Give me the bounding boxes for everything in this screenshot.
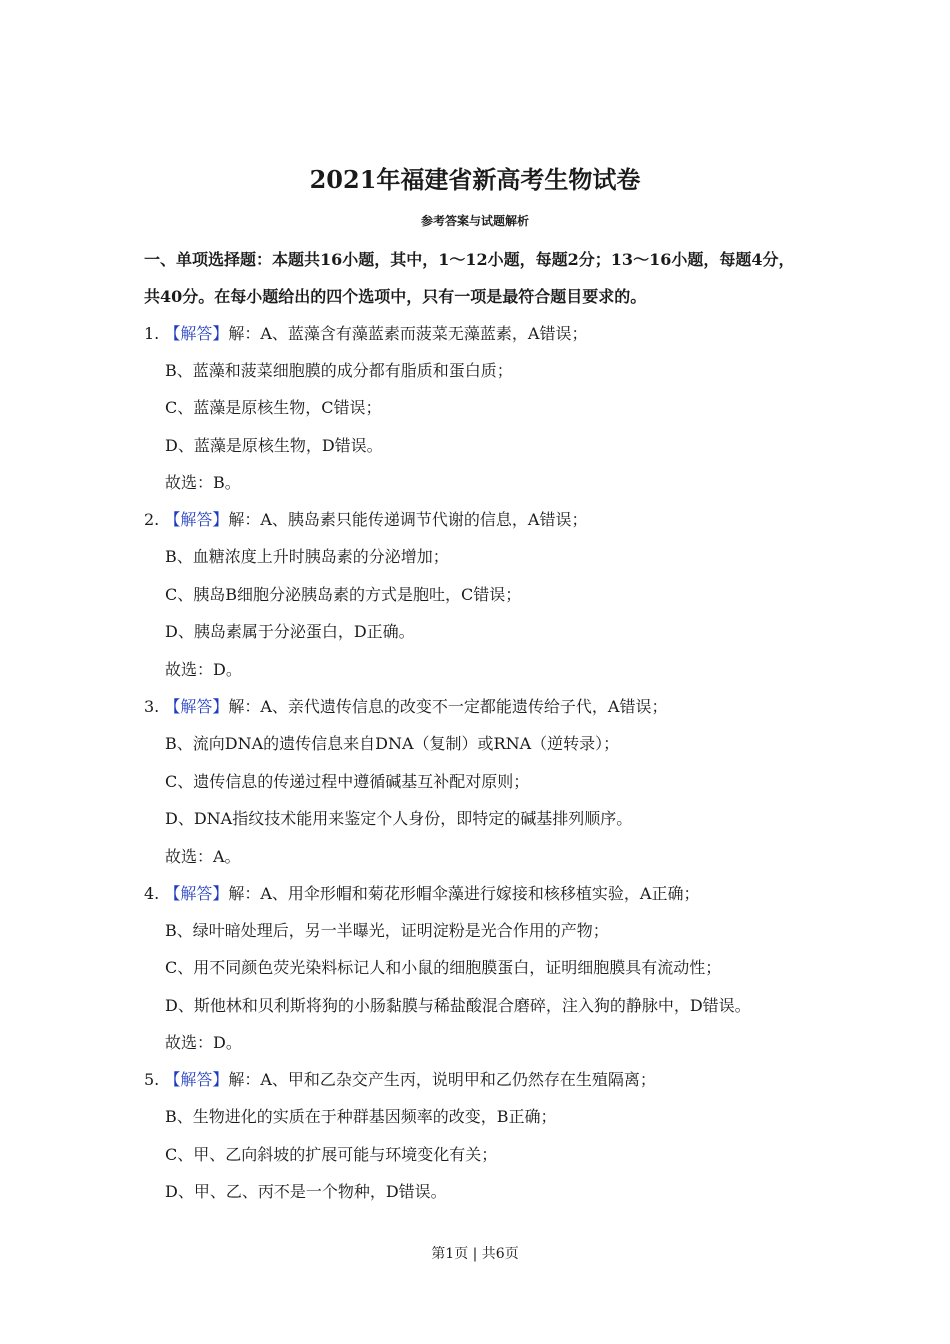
answer-line: B、蓝藻和菠菜细胞膜的成分都有脂质和蛋白质； xyxy=(165,361,513,380)
question-2-first-line xyxy=(144,508,588,532)
question-4-first-line xyxy=(144,882,700,906)
answer-tag: 【解答】 xyxy=(164,884,229,903)
answer-tag: 【解答】 xyxy=(164,1070,229,1089)
answer-choice-line: 故选：D。 xyxy=(165,1033,242,1052)
answer-line: D、斯他林和贝利斯将狗的小肠黏膜与稀盐酸混合磨碎，注入狗的静脉中，D错误。 xyxy=(165,996,751,1015)
document-subtitle: 参考答案与试题解析 xyxy=(420,214,529,228)
answer-text: 解：A、胰岛素只能传递调节代谢的信息，A错误； xyxy=(228,510,588,529)
page-footer: 第1页 | 共6页 xyxy=(431,1246,519,1262)
answer-tag: 【解答】 xyxy=(164,697,229,716)
answer-line: D、蓝藻是原核生物，D错误。 xyxy=(165,436,383,455)
document-title: 2021年福建省新高考生物试卷 xyxy=(309,165,641,194)
question-number: 4. xyxy=(144,884,160,903)
question-5-first-line xyxy=(144,1068,656,1092)
question-number: 3. xyxy=(144,697,160,716)
answer-tag: 【解答】 xyxy=(164,324,229,343)
answer-choice-line: 故选：D。 xyxy=(165,660,242,679)
answer-line: B、流向DNA的遗传信息来自DNA（复制）或RNA（逆转录）； xyxy=(165,734,620,753)
answer-line: D、胰岛素属于分泌蛋白，D正确。 xyxy=(165,622,415,641)
answer-choice-line: 故选：B。 xyxy=(165,473,241,492)
answer-line: C、遗传信息的传递过程中遵循碱基互补配对原则； xyxy=(165,772,530,791)
section-header-line-1: 一、单项选择题：本题共16小题，其中，1～12小题，每题2分；13～16小题，每题4分， xyxy=(144,250,795,269)
answer-line: D、甲、乙、丙不是一个物种，D错误。 xyxy=(165,1182,447,1201)
question-number: 1. xyxy=(144,324,160,343)
answer-line: B、生物进化的实质在于种群基因频率的改变，B正确； xyxy=(165,1107,557,1126)
question-number: 5. xyxy=(144,1070,160,1089)
answer-line: C、用不同颜色荧光染料标记人和小鼠的细胞膜蛋白，证明细胞膜具有流动性； xyxy=(165,958,722,977)
answer-line: C、甲、乙向斜坡的扩展可能与环境变化有关； xyxy=(165,1145,498,1164)
answer-line: C、蓝藻是原核生物，C错误； xyxy=(165,398,382,417)
answer-line: B、绿叶暗处理后，另一半曝光，证明淀粉是光合作用的产物； xyxy=(165,921,609,940)
answer-text: 解：A、用伞形帽和菊花形帽伞藻进行嫁接和核移植实验，A正确； xyxy=(228,884,700,903)
question-1-first-line xyxy=(144,322,588,346)
answer-tag: 【解答】 xyxy=(164,510,229,529)
answer-text: 解：A、蓝藻含有藻蓝素而菠菜无藻蓝素，A错误； xyxy=(228,324,588,343)
answer-line: C、胰岛B细胞分泌胰岛素的方式是胞吐，C错误； xyxy=(165,585,522,604)
section-header-line-2: 共40分。在每小题给出的四个选项中，只有一项是最符合题目要求的。 xyxy=(144,287,647,306)
answer-choice-line: 故选：A。 xyxy=(165,847,241,866)
question-number: 2. xyxy=(144,510,160,529)
answer-text: 解：A、亲代遗传信息的改变不一定都能遗传给子代，A错误； xyxy=(228,697,668,716)
answer-line: D、DNA指纹技术能用来鉴定个人身份，即特定的碱基排列顺序。 xyxy=(165,809,633,828)
answer-text: 解：A、甲和乙杂交产生丙，说明甲和乙仍然存在生殖隔离； xyxy=(228,1070,656,1089)
answer-line: B、血糖浓度上升时胰岛素的分泌增加； xyxy=(165,547,449,566)
question-3-first-line xyxy=(144,695,668,719)
